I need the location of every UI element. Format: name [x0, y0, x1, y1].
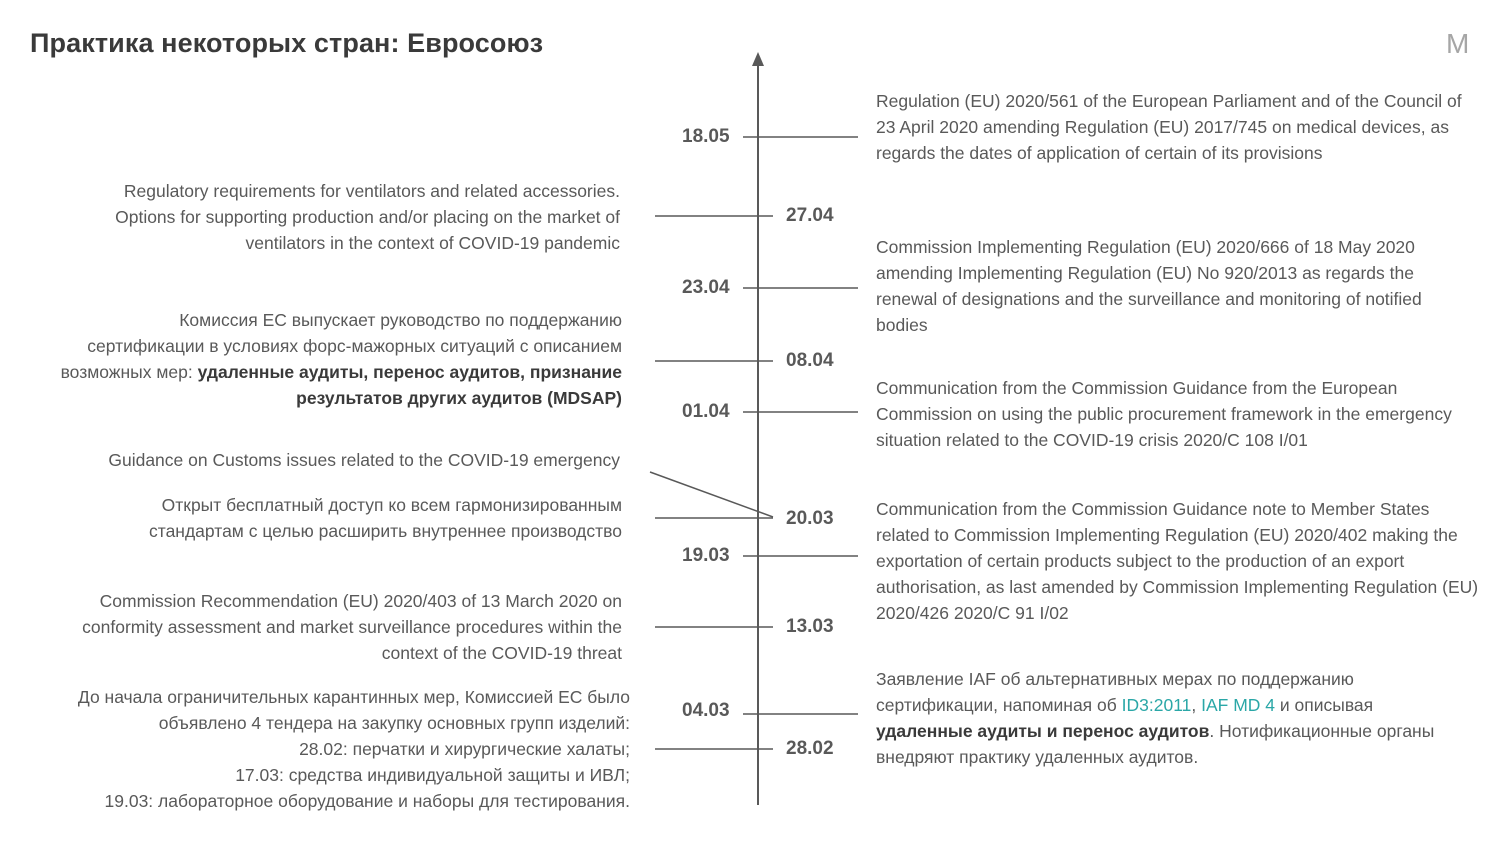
date-04-03: 04.03 [682, 700, 730, 721]
event-01-04-text: Communication from the Commission Guidance from the European Commission on using the public procurement framework in the emergency situation related to the COVID-19 crisis 2020/C 108 I/01 [876, 378, 1452, 450]
event-13-03-text: Commission Recommendation (EU) 2020/403 of 13 March 2020 on conformity assessment and market surveillance procedures within the context of the COVID-19 threat [82, 591, 622, 663]
event-18-05-text: Regulation (EU) 2020/561 of the European Parliament and of the Council of 23 April 2020 amending Regulation (EU) 2017/745 on medical devices, as regards the dates of application of certain of its provisions [876, 91, 1462, 163]
date-28-02: 28.02 [786, 738, 834, 759]
event-19-03-text: Communication from the Commission Guidance note to Member States related to Commission Implementing Regulation (EU) 2020/402 making the exportation of certain products subject to the production of an export authorisation, as last amended by Commission Implementing Regulation (EU) 2020/426 2020/C 91 I/02 [876, 499, 1479, 623]
event-20-03-standards-text: Открыт бесплатный доступ ко всем гармонизированным стандартам с целью расширить внутреннее производство [149, 495, 622, 541]
event-23-04-text: Commission Implementing Regulation (EU) 2020/666 of 18 May 2020 amending Implementing Regulation (EU) No 920/2013 as regards the renewal of designations and the surveillance and monitoring of notified bodies [876, 237, 1422, 335]
id3-2011-link[interactable]: ID3:2011 [1121, 695, 1192, 715]
event-27-04-text: Regulatory requirements for ventilators and related accessories. Options for supporting production and/or placing on the market of ventilators in the context of COVID-19 pandemic [115, 181, 620, 253]
date-13-03: 13.03 [786, 616, 834, 637]
event-20-03-customs-text: Guidance on Customs issues related to the COVID-19 emergency [108, 450, 620, 470]
date-20-03: 20.03 [786, 508, 834, 529]
page-title: Практика некоторых стран: Евросоюз [30, 28, 544, 58]
date-23-04: 23.04 [682, 277, 730, 298]
event-28-02-text: До начала ограничительных карантинных мер, Комиссией ЕС было объявлено 4 тендера на закупку основных групп изделий: 28.02: перчатки и хирургические халаты; 17.03: средства индивидуальной защиты и ИВЛ; 19.03: лабораторное оборудование и наборы для тестирования. [77, 687, 630, 811]
event-04-03-text: Заявление IAF об альтернативных мерах по поддержанию сертификации, напоминая об ID3:2011, IAF MD 4 и описывая удаленные аудиты и перенос аудитов. Нотификационные органы внедряют практику удаленных аудитов. [876, 669, 1435, 767]
iaf-md4-link[interactable]: IAF MD 4 [1201, 695, 1276, 715]
date-01-04: 01.04 [682, 401, 730, 422]
date-18-05: 18.05 [682, 126, 730, 147]
event-08-04-text: Комиссия ЕС выпускает руководство по поддержанию сертификации в условиях форс-мажорных ситуаций с описанием возможных мер: удаленные аудиты, перенос аудитов, признание результатов других аудитов (MDSAP) [60, 310, 622, 408]
timeline-arrow-head [752, 52, 764, 66]
date-19-03: 19.03 [682, 545, 730, 566]
date-27-04: 27.04 [786, 205, 834, 226]
logo-mark: M [1446, 28, 1470, 59]
connector-20-03 [650, 472, 773, 517]
date-08-04: 08.04 [786, 350, 834, 371]
